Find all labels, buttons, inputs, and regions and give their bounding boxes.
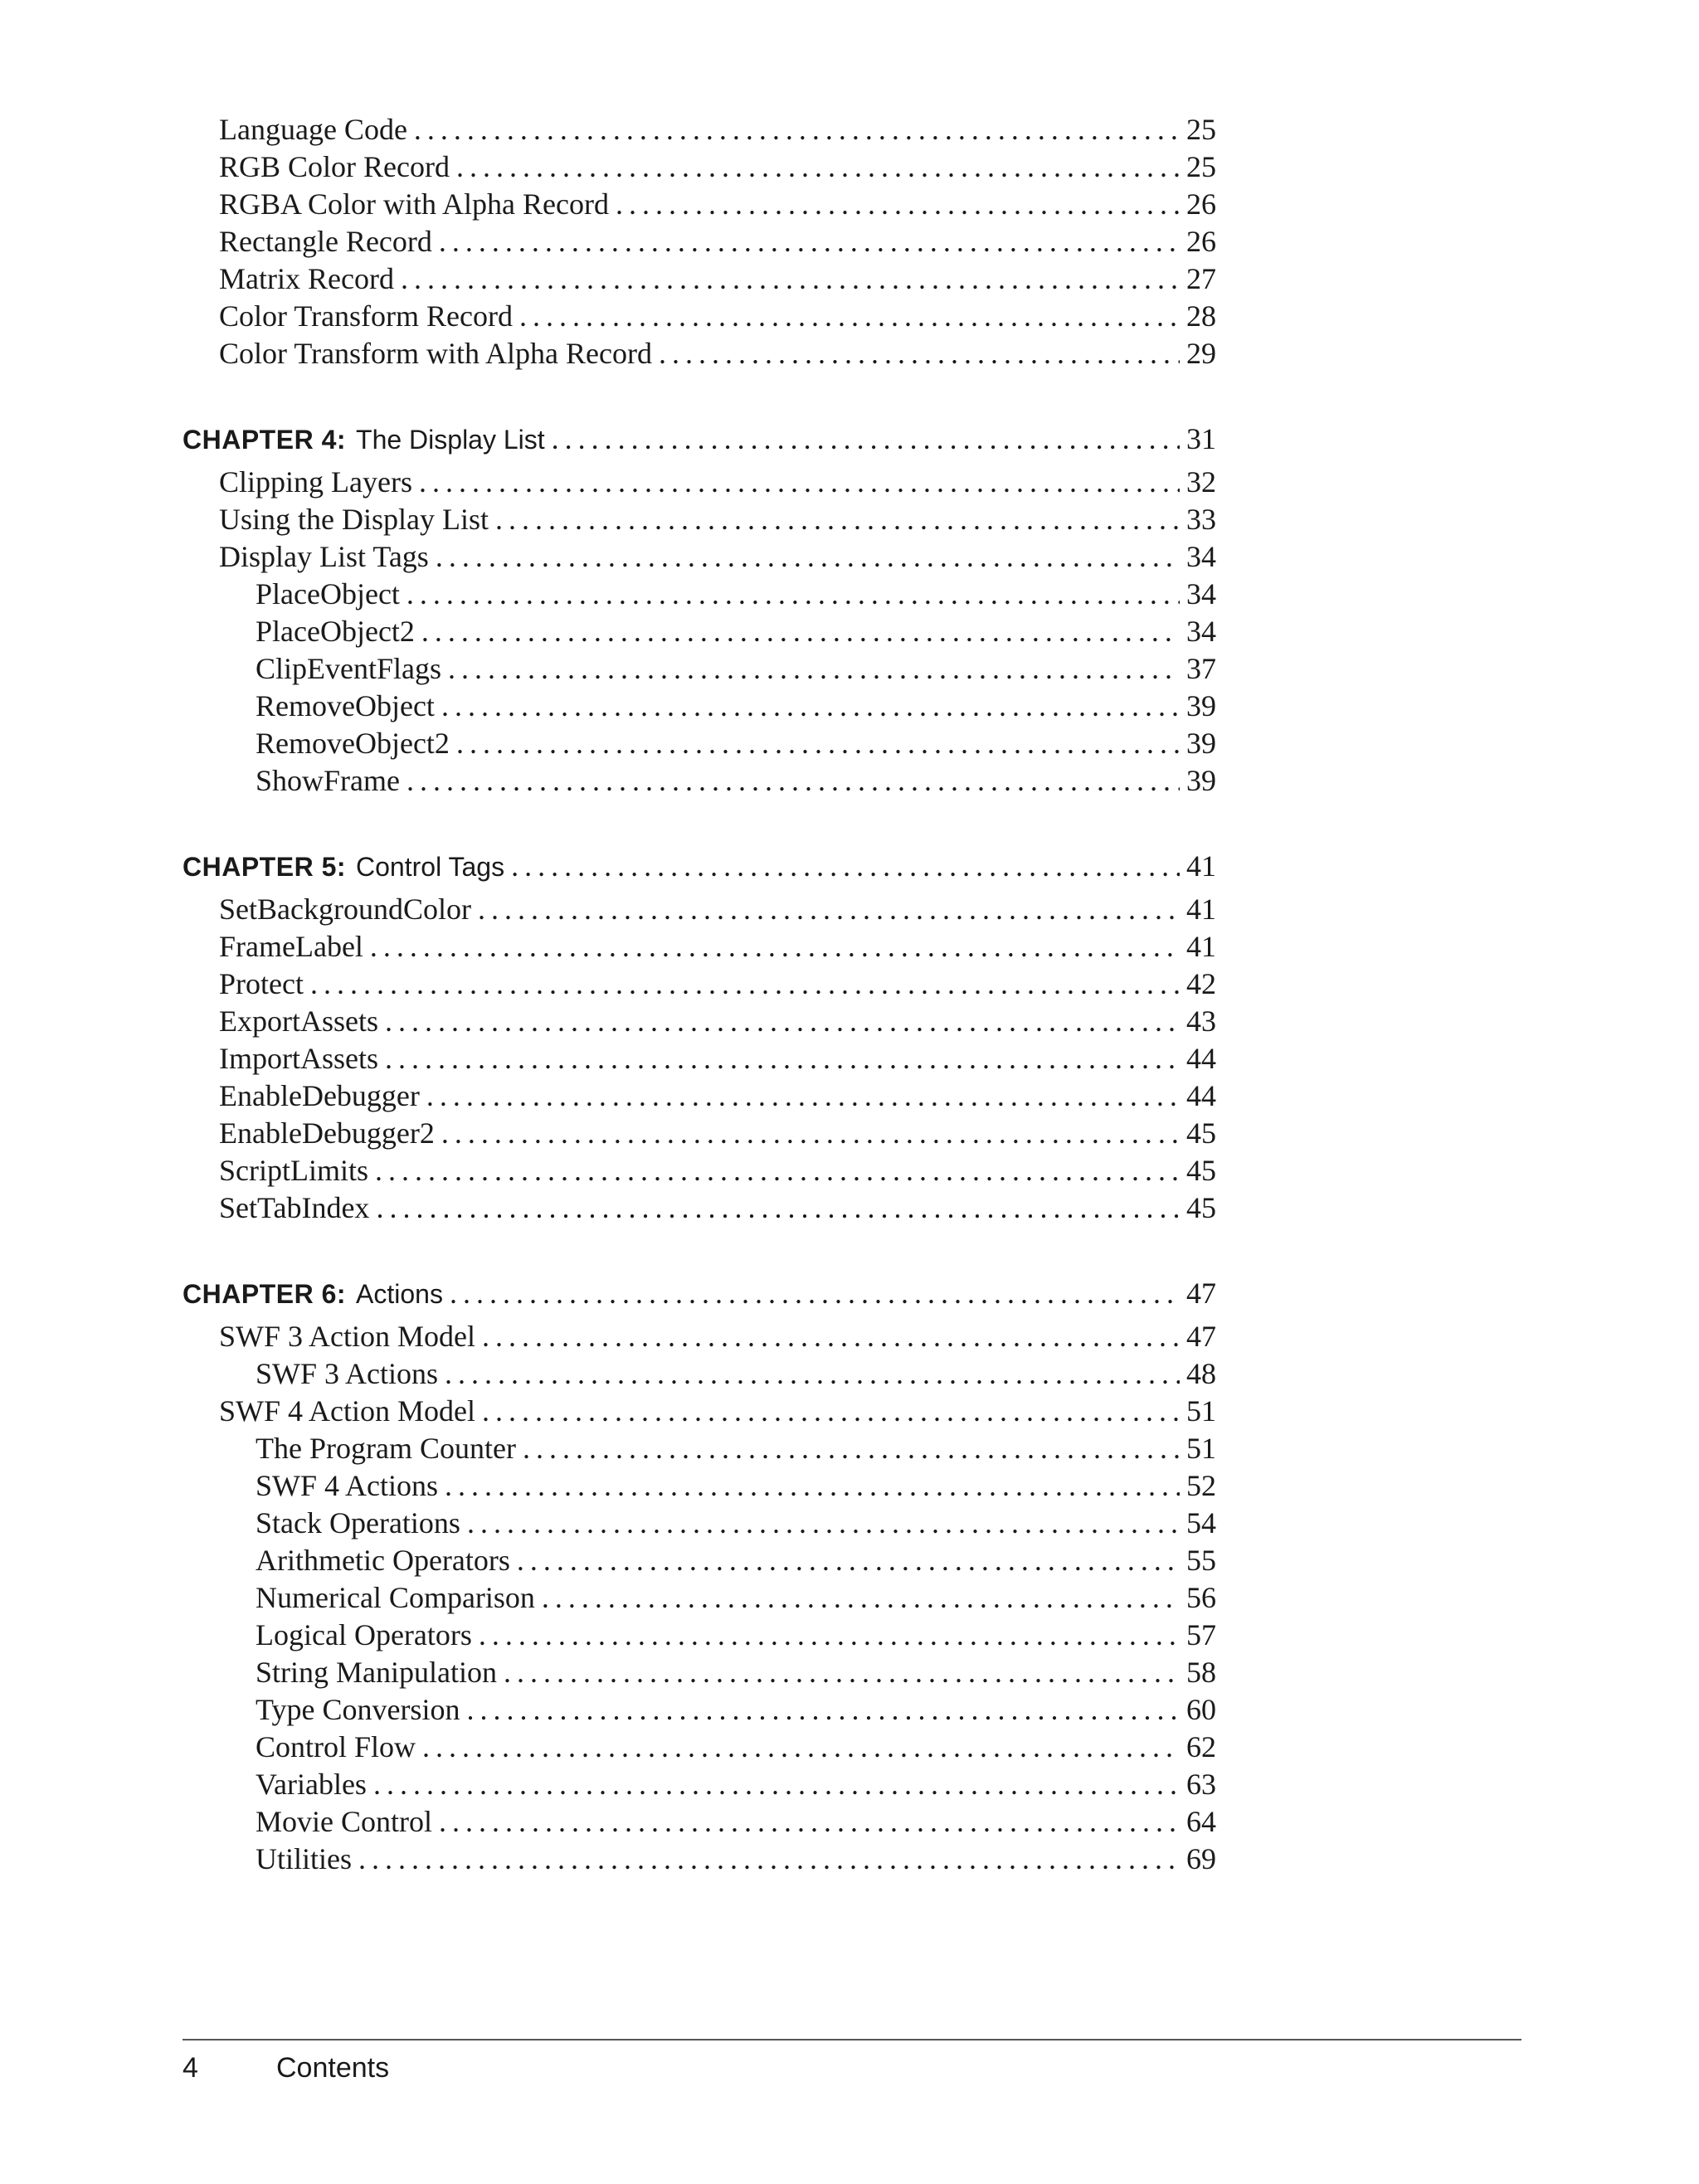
dot-leader — [439, 223, 1180, 260]
toc-entry-title: Matrix Record — [219, 262, 394, 295]
toc-entry[interactable] — [183, 725, 1216, 762]
toc-entry-page: 55 — [1186, 1544, 1216, 1577]
dot-leader — [358, 1841, 1180, 1878]
dot-leader — [439, 1803, 1180, 1841]
toc-entry-page: 56 — [1186, 1581, 1216, 1614]
toc-entry-title: SWF 4 Actions — [256, 1469, 439, 1502]
toc-entry-page: 60 — [1186, 1693, 1216, 1726]
toc-entry-page: 45 — [1186, 1154, 1216, 1187]
dot-leader — [370, 928, 1180, 966]
dot-leader — [495, 501, 1180, 538]
toc-entry-page: 41 — [1186, 893, 1216, 926]
dot-leader — [385, 1003, 1180, 1040]
toc-chapter — [183, 414, 1216, 800]
toc-entry[interactable] — [183, 1542, 1216, 1579]
toc-entry[interactable] — [183, 966, 1216, 1003]
dot-leader — [504, 1654, 1180, 1691]
toc-chapter — [183, 841, 1216, 1227]
toc-entry[interactable] — [183, 1803, 1216, 1841]
toc-entry[interactable] — [183, 298, 1216, 335]
dot-leader — [445, 1355, 1180, 1393]
toc-entry[interactable] — [183, 1654, 1216, 1691]
toc-entry-title: RGBA Color with Alpha Record — [219, 187, 609, 221]
dot-leader — [426, 1077, 1180, 1115]
toc-entry[interactable] — [183, 1617, 1216, 1654]
toc-entry-title: SWF 3 Action Model — [219, 1320, 476, 1353]
toc-entry[interactable] — [183, 111, 1216, 148]
toc-entry-title: SetBackgroundColor — [219, 893, 471, 926]
chapter-heading[interactable] — [183, 841, 1216, 891]
toc-entry[interactable] — [183, 891, 1216, 928]
toc-entry-page: 58 — [1186, 1656, 1216, 1689]
toc-entry-page: 44 — [1186, 1042, 1216, 1075]
dot-leader — [441, 688, 1180, 725]
toc-entry[interactable] — [183, 1003, 1216, 1040]
toc-entry-title: SWF 3 Actions — [256, 1357, 439, 1390]
toc-entry[interactable] — [183, 335, 1216, 372]
chapter-label: CHAPTER 6: — [183, 1279, 347, 1309]
toc-entry-title: Variables — [256, 1768, 367, 1801]
toc-entry[interactable] — [183, 1115, 1216, 1152]
dot-leader — [376, 1189, 1180, 1227]
toc-entry-title: SWF 4 Action Model — [219, 1394, 476, 1428]
toc-entry[interactable] — [183, 613, 1216, 650]
toc-entry[interactable] — [183, 1505, 1216, 1542]
toc-entry-page: 26 — [1186, 187, 1216, 221]
toc-entry-page: 63 — [1186, 1768, 1216, 1801]
toc-chapter — [183, 1268, 1216, 1878]
toc-entry-page: 51 — [1186, 1432, 1216, 1465]
dot-leader — [448, 650, 1180, 688]
toc-entry-title: PlaceObject — [256, 577, 400, 610]
dot-leader — [542, 1579, 1180, 1617]
footer-page-number: 4 — [183, 2052, 198, 2084]
toc-entry-title: EnableDebugger2 — [219, 1116, 435, 1150]
toc-entry-page: 39 — [1186, 727, 1216, 760]
dot-leader — [375, 1152, 1180, 1189]
dot-leader — [310, 966, 1180, 1003]
toc-entry-page: 42 — [1186, 967, 1216, 1000]
toc-entry-page: 28 — [1186, 299, 1216, 333]
chapter-title: The Display List — [356, 425, 545, 455]
toc-entry-title: Language Code — [219, 113, 407, 146]
chapter-page: 31 — [1186, 422, 1216, 455]
toc-entry-page: 47 — [1186, 1320, 1216, 1353]
dot-leader — [385, 1040, 1180, 1077]
toc-entry-page: 39 — [1186, 689, 1216, 722]
toc-entry[interactable] — [183, 148, 1216, 186]
toc-entry[interactable] — [183, 464, 1216, 501]
toc-entry-page: 69 — [1186, 1842, 1216, 1875]
toc-entry[interactable] — [183, 1467, 1216, 1505]
toc-entry-title: SetTabIndex — [219, 1191, 370, 1224]
toc-entry[interactable] — [183, 1189, 1216, 1227]
toc-entry[interactable] — [183, 928, 1216, 966]
toc-entry-title: EnableDebugger — [219, 1079, 420, 1112]
dot-leader — [552, 414, 1180, 464]
toc-entry-title: Clipping Layers — [219, 465, 412, 499]
chapter-title: Control Tags — [356, 852, 505, 882]
dot-leader — [478, 891, 1180, 928]
toc-entry-title: Utilities — [256, 1842, 352, 1875]
toc-entry-page: 54 — [1186, 1506, 1216, 1540]
toc-entry[interactable] — [183, 1691, 1216, 1729]
chapter-label: CHAPTER 5: — [183, 852, 347, 882]
toc-entry-page: 34 — [1186, 615, 1216, 648]
dot-leader — [419, 464, 1180, 501]
toc-entry[interactable] — [183, 1729, 1216, 1766]
toc-entry-title: Color Transform Record — [219, 299, 513, 333]
dot-leader — [482, 1393, 1180, 1430]
toc-entry-title: Movie Control — [256, 1805, 432, 1838]
dot-leader — [511, 841, 1180, 891]
dot-leader — [479, 1617, 1180, 1654]
toc-entry-title: Type Conversion — [256, 1693, 460, 1726]
dot-leader — [523, 1430, 1180, 1467]
toc-entry-page: 27 — [1186, 262, 1216, 295]
toc-entry-title: ShowFrame — [256, 764, 400, 797]
toc-entry-title: RemoveObject — [256, 689, 435, 722]
dot-leader — [406, 762, 1180, 800]
toc-entry-page: 33 — [1186, 503, 1216, 536]
dot-leader — [482, 1318, 1180, 1355]
toc-entry-title: Control Flow — [256, 1730, 416, 1763]
chapter-heading[interactable] — [183, 1268, 1216, 1318]
toc-entry-page: 41 — [1186, 930, 1216, 963]
toc-section-continued — [183, 111, 1216, 372]
toc-entry-title: ClipEventFlags — [256, 652, 441, 685]
toc-entry-title: PlaceObject2 — [256, 615, 415, 648]
dot-leader — [456, 725, 1180, 762]
toc-entry-title: ScriptLimits — [219, 1154, 368, 1187]
chapter-label: CHAPTER 4: — [183, 425, 347, 455]
toc-entry-page: 45 — [1186, 1116, 1216, 1150]
toc-entry-page: 45 — [1186, 1191, 1216, 1224]
toc-entry[interactable] — [183, 538, 1216, 576]
footer-section-title: Contents — [276, 2052, 390, 2084]
toc-entry[interactable] — [183, 1152, 1216, 1189]
toc-entry-title: String Manipulation — [256, 1656, 497, 1689]
dot-leader — [519, 298, 1180, 335]
chapter-heading[interactable] — [183, 414, 1216, 464]
toc-entry-page: 44 — [1186, 1079, 1216, 1112]
dot-leader — [441, 1115, 1180, 1152]
page-footer — [183, 2052, 389, 2084]
toc-entry-title: ExportAssets — [219, 1004, 378, 1038]
toc-entry[interactable] — [183, 1766, 1216, 1803]
table-of-contents — [183, 111, 1216, 1878]
dot-leader — [421, 613, 1180, 650]
toc-entry[interactable] — [183, 1430, 1216, 1467]
dot-leader — [456, 148, 1180, 186]
toc-entry[interactable] — [183, 762, 1216, 800]
toc-entry-title: Stack Operations — [256, 1506, 460, 1540]
dot-leader — [406, 576, 1180, 613]
toc-entry-title: Logical Operators — [256, 1618, 472, 1651]
toc-entry-title: Display List Tags — [219, 540, 429, 573]
toc-entry-page: 32 — [1186, 465, 1216, 499]
dot-leader — [466, 1691, 1180, 1729]
dot-leader — [414, 111, 1180, 148]
toc-entry-title: The Program Counter — [256, 1432, 516, 1465]
toc-entry[interactable] — [183, 260, 1216, 298]
toc-entry[interactable] — [183, 688, 1216, 725]
toc-entry-page: 39 — [1186, 764, 1216, 797]
toc-entry[interactable] — [183, 650, 1216, 688]
toc-entry-page: 64 — [1186, 1805, 1216, 1838]
toc-entry-title: Color Transform with Alpha Record — [219, 337, 652, 370]
toc-entry-title: Arithmetic Operators — [256, 1544, 510, 1577]
toc-entry-page: 25 — [1186, 150, 1216, 183]
dot-leader — [401, 260, 1180, 298]
toc-entry-page: 34 — [1186, 540, 1216, 573]
toc-entry-page: 52 — [1186, 1469, 1216, 1502]
toc-entry-page: 26 — [1186, 225, 1216, 258]
dot-leader — [422, 1729, 1180, 1766]
dot-leader — [436, 538, 1180, 576]
toc-entry[interactable] — [183, 501, 1216, 538]
toc-entry[interactable] — [183, 576, 1216, 613]
toc-entry-title: Numerical Comparison — [256, 1581, 535, 1614]
toc-entry-title: ImportAssets — [219, 1042, 378, 1075]
toc-entry-title: RemoveObject2 — [256, 727, 450, 760]
toc-entry-page: 51 — [1186, 1394, 1216, 1428]
toc-entry[interactable] — [183, 1040, 1216, 1077]
toc-entry-page: 25 — [1186, 113, 1216, 146]
dot-leader — [450, 1268, 1180, 1318]
toc-entry[interactable] — [183, 1841, 1216, 1878]
chapter-title: Actions — [356, 1279, 443, 1309]
toc-entry[interactable] — [183, 1077, 1216, 1115]
toc-entry[interactable] — [183, 1318, 1216, 1355]
toc-entry-page: 62 — [1186, 1730, 1216, 1763]
footer-divider — [183, 2039, 1521, 2041]
toc-entry[interactable] — [183, 186, 1216, 223]
toc-entry[interactable] — [183, 223, 1216, 260]
dot-leader — [659, 335, 1180, 372]
toc-entry-page: 48 — [1186, 1357, 1216, 1390]
toc-entry[interactable] — [183, 1579, 1216, 1617]
toc-entry-title: FrameLabel — [219, 930, 363, 963]
dot-leader — [616, 186, 1180, 223]
toc-entry-title: Using the Display List — [219, 503, 489, 536]
toc-entry-title: RGB Color Record — [219, 150, 450, 183]
toc-entry[interactable] — [183, 1355, 1216, 1393]
toc-entry-page: 37 — [1186, 652, 1216, 685]
dot-leader — [517, 1542, 1180, 1579]
toc-entry[interactable] — [183, 1393, 1216, 1430]
dot-leader — [373, 1766, 1180, 1803]
toc-entry-title: Protect — [219, 967, 304, 1000]
toc-entry-page: 29 — [1186, 337, 1216, 370]
dot-leader — [445, 1467, 1180, 1505]
toc-entry-page: 34 — [1186, 577, 1216, 610]
toc-entry-page: 43 — [1186, 1004, 1216, 1038]
toc-entry-title: Rectangle Record — [219, 225, 432, 258]
chapter-page: 41 — [1186, 849, 1216, 883]
chapter-page: 47 — [1186, 1277, 1216, 1310]
dot-leader — [467, 1505, 1180, 1542]
toc-entry-page: 57 — [1186, 1618, 1216, 1651]
